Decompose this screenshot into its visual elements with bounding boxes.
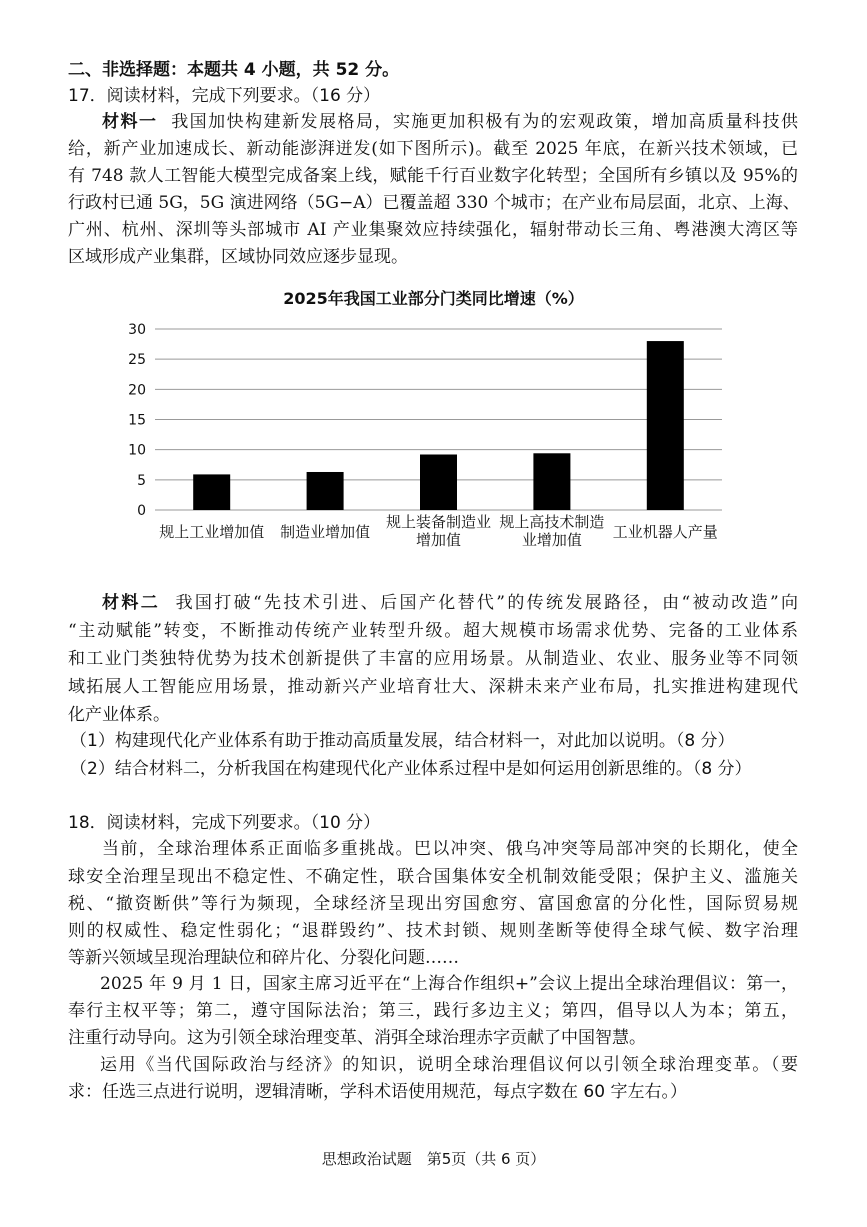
material1-label: 材料一 bbox=[102, 112, 158, 132]
material1-line-4: 行政村已通 5G，5G 演进网络（5G−A）已覆盖超 330 个城市；在产业布局层面，北京、上海、 bbox=[68, 193, 800, 213]
x-tick-label: 制造业增加值 bbox=[280, 523, 371, 541]
x-tick-label: 规上工业增加值 bbox=[159, 523, 265, 541]
q17-sub-question-2: （2）结合材料二，分析我国在构建现代化产业体系过程中是如何运用创新思维的。（8 分） bbox=[70, 759, 752, 779]
q18-para1-line-3: 税、“撤资断供”等行为频现，全球经济呈现出穷国愈穷、富国愈富的分化性，国际贸易规 bbox=[68, 894, 798, 914]
q18-question-line-1: 运用《当代国际政治与经济》的知识，说明全球治理倡议何以引领全球治理变革。（要 bbox=[100, 1055, 798, 1075]
q17-sub-question-1: （1）构建现代化产业体系有助于推动高质量发展，结合材料一，对此加以说明。（8 分） bbox=[70, 731, 735, 751]
material1-line-5: 广州、杭州、深圳等头部城市 AI 产业集聚效应持续强化，辐射带动长三角、粤港澳大湾区等 bbox=[68, 220, 798, 240]
page-footer: 思想政治试题 第5页（共 6 页） bbox=[321, 1150, 546, 1168]
q18-para2-line-3: 注重行动导向。这为引领全球治理变革、消弭全球治理赤字贡献了中国智慧。 bbox=[68, 1028, 646, 1048]
bar bbox=[420, 454, 457, 510]
x-tick-label: 业增加值 bbox=[521, 531, 582, 549]
material2-label: 材料二 bbox=[102, 593, 161, 613]
material1-line-6: 区域形成产业集群，区域协同效应逐步显现。 bbox=[68, 247, 408, 267]
q18-para1-line-1: 当前，全球治理体系正面临多重挑战。巴以冲突、俄乌冲突等局部冲突的长期化，使全 bbox=[102, 839, 798, 859]
q18-para1-line-2: 球安全治理呈现出不稳定性、不确定性，联合国集体安全机制效能受限；保护主义、滥施关 bbox=[68, 867, 798, 887]
y-tick-label: 25 bbox=[128, 352, 146, 369]
x-tick-label: 规上装备制造业 bbox=[385, 513, 492, 531]
q18-para1-line-4: 则的权威性、稳定性弱化；“退群毁约”、技术封锁、规则垄断等使得全球气候、数字治理 bbox=[68, 921, 798, 941]
bar bbox=[647, 341, 684, 510]
q18-question-line-2: 求：任选三点进行说明，逻辑清晰，学科术语使用规范，每点字数在 60 字左右。） bbox=[68, 1082, 687, 1102]
material2-line-4: 域拓展人工智能应用场景，推动新兴产业培育壮大、深耕未来产业布局，扎实推进构建现代 bbox=[68, 677, 798, 697]
bar bbox=[193, 474, 230, 510]
x-tick-label: 增加值 bbox=[415, 531, 462, 549]
material2-line-5: 化产业体系。 bbox=[68, 705, 170, 725]
x-tick-label: 工业机器人产量 bbox=[612, 523, 718, 541]
y-tick-label: 15 bbox=[128, 412, 146, 429]
material1-text-1: 我国加快构建新发展格局，实施更加积极有为的宏观政策，增加高质量科技供 bbox=[171, 112, 798, 132]
question-18-title: 18．阅读材料，完成下列要求。（10 分） bbox=[68, 813, 381, 833]
material2-line-3: 和工业门类独特优势为技术创新提供了丰富的应用场景。从制造业、农业、服务业等不同领 bbox=[68, 649, 798, 669]
material1-line-3: 有 748 款人工智能大模型完成备案上线，赋能千行百业数字化转型；全国所有乡镇以及 95%的 bbox=[68, 166, 798, 186]
bar bbox=[307, 472, 344, 510]
question-17-title: 17．阅读材料，完成下列要求。（16 分） bbox=[68, 86, 381, 106]
q18-para1-line-5: 等新兴领域呈现治理缺位和碎片化、分裂化问题…… bbox=[68, 948, 459, 968]
material2-line-1 bbox=[102, 591, 798, 615]
bar bbox=[533, 453, 570, 510]
q18-para2-line-2: 奉行主权平等；第二，遵守国际法治；第三，践行多边主义；第四，倡导以人为本；第五， bbox=[68, 1001, 798, 1021]
y-tick-label: 5 bbox=[137, 472, 146, 489]
y-tick-label: 20 bbox=[128, 382, 146, 399]
material1-line-2: 给，新产业加速成长、新动能澎湃迸发(如下图所示)。截至 2025 年底，在新兴技术领域，已 bbox=[68, 139, 798, 159]
material2-text-1: 我国打破“先技术引进、后国产化替代”的传统发展路径，由“被动改造”向 bbox=[175, 593, 798, 613]
y-tick-label: 0 bbox=[137, 503, 146, 519]
y-tick-label: 30 bbox=[128, 322, 146, 338]
chart-title: 2025年我国工业部分门类同比增速（%） bbox=[283, 289, 584, 308]
material2-line-2: “主动赋能”转变，不断推动传统产业转型升级。超大规模市场需求优势、完备的工业体系 bbox=[68, 621, 798, 641]
y-tick-label: 10 bbox=[128, 442, 146, 459]
x-tick-label: 规上高技术制造 bbox=[499, 513, 605, 531]
section-heading: 二、非选择题：本题共 4 小题，共 52 分。 bbox=[68, 60, 400, 80]
q18-para2-line-1: 2025 年 9 月 1 日，国家主席习近平在“上海合作组织+”会议上提出全球治理倡议：第一， bbox=[100, 974, 798, 994]
